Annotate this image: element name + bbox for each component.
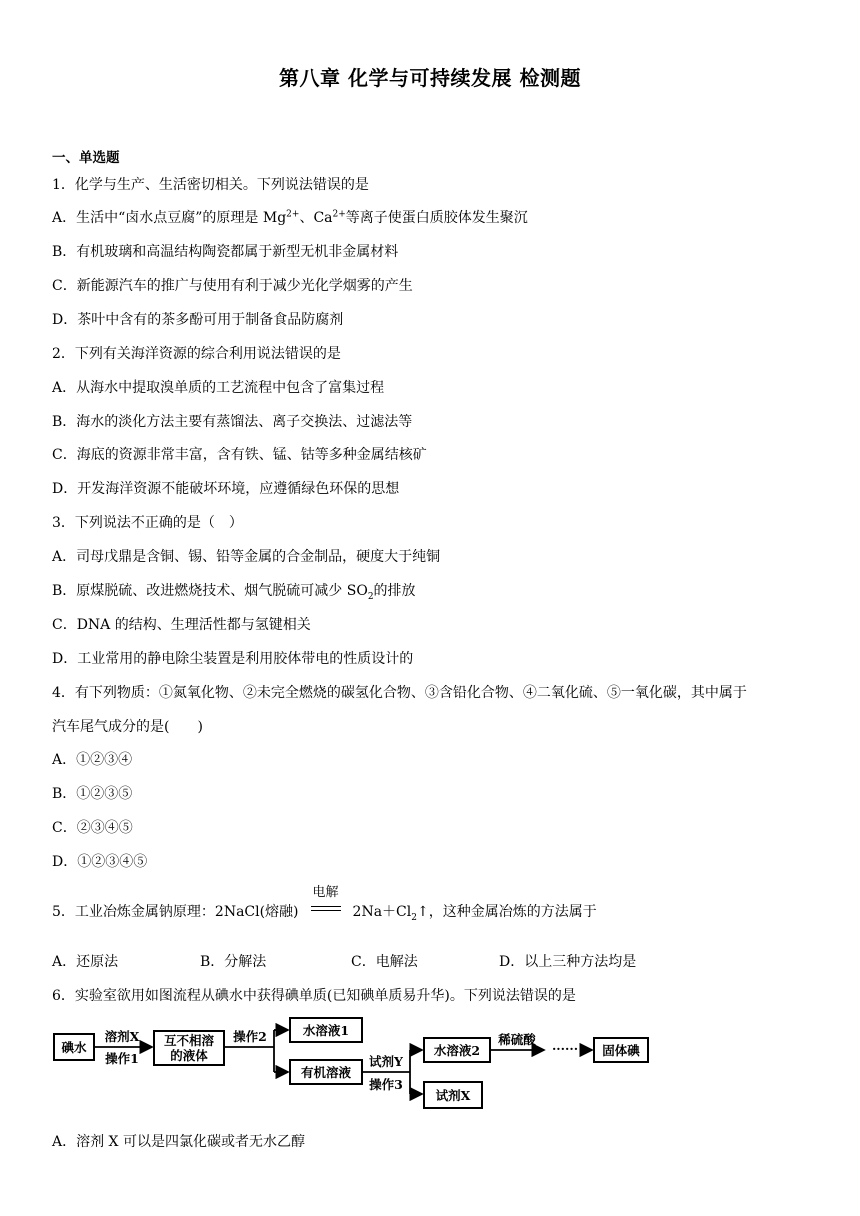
q5-option-c: C．电解法 (351, 954, 418, 970)
flow-op2-label: 操作2 (233, 1029, 267, 1044)
flow-reagent1-label: 溶剂X (104, 1029, 140, 1044)
flow-reagentx-label: 试剂X (435, 1088, 471, 1103)
q3-stem: 3．下列说法不正确的是（ ） (52, 515, 243, 531)
flow-end-label: 固体碘 (602, 1043, 640, 1058)
section-heading: 一、单选题 (52, 150, 120, 166)
q4-option-d: D．①②③④⑤ (52, 854, 148, 870)
q6-flowchart (52, 1014, 652, 1114)
q3-option-d: D．工业常用的静电除尘装置是利用胶体带电的性质设计的 (52, 651, 414, 667)
flow-acid-label: 稀硫酸 (498, 1032, 536, 1047)
q5-stem: 5．工业冶炼金属钠原理：2NaCl(熔融) 电解 $2Na+Cl_2↑$，这种金属冶炼的方法属于 (52, 885, 597, 923)
q5-option-b: B．分解法 (200, 954, 267, 970)
q1-option-b: B．有机玻璃和高温结构陶瓷都属于新型无机非金属材料 (52, 244, 399, 260)
q2-option-c: C．海底的资源非常丰富，含有铁、锰、钴等多种金属结核矿 (52, 447, 427, 463)
flow-start-label: 碘水 (61, 1040, 87, 1055)
flow-op3-label: 操作3 (369, 1077, 403, 1092)
q2-option-b: B．海水的淡化方法主要有蒸馏法、离子交换法、过滤法等 (52, 414, 413, 430)
q4-stem-line1: 4．有下列物质：①氮氧化物、②未完全燃烧的碳氢化合物、③含铅化合物、④二氧化硫、⑤一氧化碳，其中属于 (52, 685, 747, 701)
q5-option-a: A．还原法 (52, 954, 119, 970)
q1-option-c: C．新能源汽车的推广与使用有利于减少光化学烟雾的产生 (52, 278, 413, 294)
flow-op1-label: 操作1 (105, 1051, 139, 1066)
q1-option-a: A．生活中“卤水点豆腐”的原理是 $Mg^{2+}$、$Ca^{2+}$等离子使蛋白质胶体发生聚沉 (52, 209, 528, 226)
q1-stem: 1．化学与生产、生活密切相关。下列说法错误的是 (52, 177, 369, 193)
q4-option-a: A．①②③④ (52, 752, 133, 768)
q2-option-d: D．开发海洋资源不能破坏环境，应遵循绿色环保的思想 (52, 481, 400, 497)
flow-reagent2-label: 试剂Y (369, 1054, 403, 1069)
q1-option-d: D．茶叶中含有的茶多酚可用于制备食品防腐剂 (52, 312, 344, 328)
q2-option-a: A．从海水中提取溴单质的工艺流程中包含了富集过程 (52, 380, 385, 396)
q3-option-a: A．司母戊鼎是含铜、锡、铅等金属的合金制品，硬度大于纯铜 (52, 549, 441, 565)
q6-option-a: A．溶剂 X 可以是四氯化碳或者无水乙醇 (52, 1134, 305, 1150)
flow-aq2-label: 水溶液2 (433, 1043, 481, 1058)
q4-stem-line2: 汽车尾气成分的是( ) (52, 719, 203, 735)
q3-option-c: C．DNA 的结构、生理活性都与氢键相关 (52, 617, 311, 633)
page-title: 第八章 化学与可持续发展 检测题 (279, 66, 581, 90)
q4-option-b: B．①②③⑤ (52, 786, 133, 802)
q2-stem: 2．下列有关海洋资源的综合利用说法错误的是 (52, 346, 341, 362)
q5-options (52, 951, 636, 971)
q4-option-c: C．②③④⑤ (52, 820, 133, 836)
flow-liquid-line2: 的液体 (170, 1048, 208, 1063)
flow-liquid-line1: 互不相溶 (163, 1033, 215, 1048)
flow-org-label: 有机溶液 (300, 1065, 352, 1080)
flow-dots: ······ (551, 1041, 579, 1056)
electrolysis-condition: 电解 (307, 903, 345, 921)
q3-option-b: B．原煤脱硫、改进燃烧技术、烟气脱硫可减少 $SO_2$的排放 (52, 583, 416, 602)
q5-option-d: D．以上三种方法均是 (499, 954, 637, 970)
flow-aq1-label: 水溶液1 (302, 1023, 350, 1038)
q6-stem: 6．实验室欲用如图流程从碘水中获得碘单质(已知碘单质易升华)。下列说法错误的是 (52, 988, 576, 1004)
